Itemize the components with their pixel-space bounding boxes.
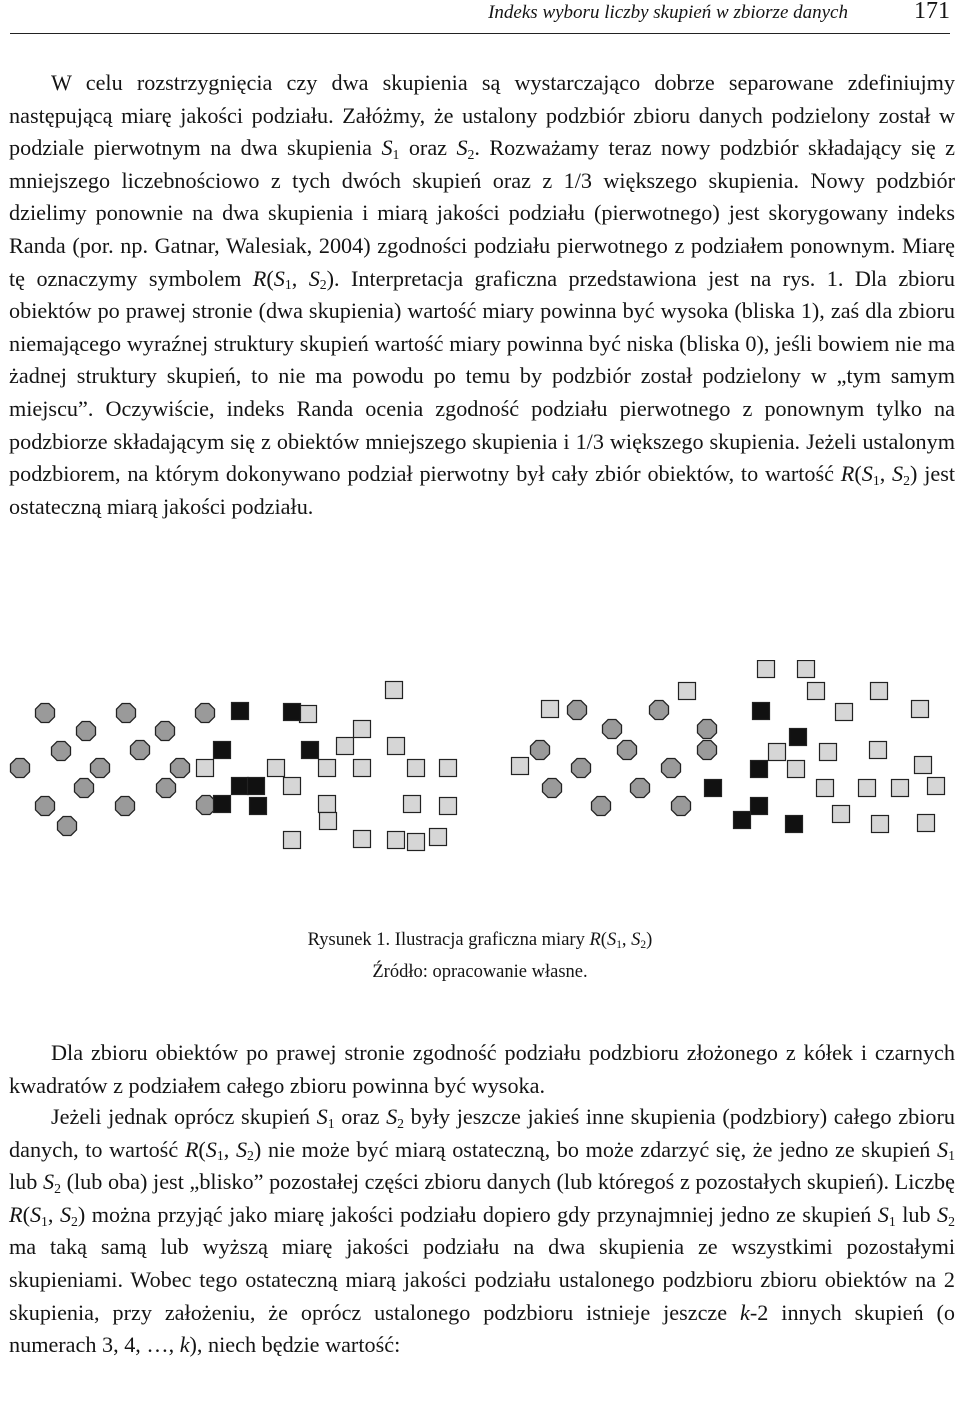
light-square-object <box>354 721 371 738</box>
subscript: 1 <box>41 1213 48 1229</box>
text-run: ( <box>22 1201 30 1227</box>
light-square-object <box>430 829 447 846</box>
light-square-object <box>808 683 825 700</box>
light-square-object <box>542 701 559 718</box>
circle-object <box>662 759 681 778</box>
light-square-object <box>871 683 888 700</box>
light-square-object <box>388 738 405 755</box>
subscript: 2 <box>903 472 911 488</box>
circle-object <box>196 704 215 723</box>
circle-object <box>75 779 94 798</box>
text-run: , <box>223 1136 236 1162</box>
black-square-object <box>248 778 265 795</box>
symbol-r: R <box>840 461 855 487</box>
caption-text: Rysunek 1. Ilustracja graficzna miary <box>307 930 590 950</box>
text-run: , <box>291 265 309 291</box>
light-square-object <box>268 760 285 777</box>
symbol-s: S <box>386 1104 398 1129</box>
circle-object <box>157 779 176 798</box>
circle-object <box>592 797 611 816</box>
subscript: 1 <box>888 1213 896 1229</box>
light-square-object <box>319 760 336 777</box>
symbol-r: R <box>184 1136 199 1162</box>
circle-object <box>572 759 591 778</box>
circle-object <box>568 701 587 720</box>
subscript: 1 <box>392 147 400 163</box>
subscript: 1 <box>948 1148 956 1164</box>
black-square-object <box>705 780 722 797</box>
subscript: 2 <box>319 277 327 293</box>
circle-object <box>36 704 55 723</box>
symbol-k: k <box>179 1332 190 1358</box>
circle-object <box>698 741 717 760</box>
light-square-object <box>440 760 457 777</box>
text-run: ), niech będzie wartość: <box>189 1332 401 1358</box>
subscript: 1 <box>327 1115 335 1131</box>
black-square-object <box>232 703 249 720</box>
subscript: 2 <box>71 1213 78 1229</box>
figure-1 <box>0 660 960 910</box>
circle-object <box>116 797 135 816</box>
text-run: oraz <box>399 135 457 161</box>
symbol-s: S <box>937 1201 949 1227</box>
paragraph-right-set: Dla zbioru obiektów po prawej stronie zgodność podziału podzbioru złożonego z kółek i czarnych kwadratów z podziałem całego zbioru powinna być wysoka. <box>9 1040 955 1098</box>
light-square-object <box>404 796 421 813</box>
light-square-object <box>679 683 696 700</box>
light-square-object <box>758 661 775 678</box>
black-square-object <box>753 703 770 720</box>
black-square-object <box>786 816 803 833</box>
text-run: lub <box>9 1169 43 1195</box>
text-run: oraz <box>334 1104 387 1129</box>
text-run: W celu rozstrzygnięcia czy dwa skupienia są wystarczająco dobrze separowane zdefiniujmy następującą miarę jakości podziału. Załóżmy, że ustalony podzbiór zbioru danych podzielony został w podziale pierwotnym na dwa skupienia <box>9 70 955 161</box>
subscript: 1 <box>872 472 880 488</box>
subscript: 2 <box>948 1213 955 1229</box>
symbol-s: S <box>316 1104 328 1129</box>
symbol-s: S <box>606 930 617 950</box>
light-square-object <box>354 760 371 777</box>
symbol-r: R <box>9 1201 23 1227</box>
text-run: , <box>47 1201 60 1227</box>
light-square-object <box>870 742 887 759</box>
light-square-object <box>388 832 405 849</box>
circle-object <box>672 797 691 816</box>
light-square-object <box>798 661 815 678</box>
light-square-object <box>284 778 301 795</box>
header-rule <box>10 33 950 34</box>
text-run: (lub oba) jest „blisko” pozostałej części zbioru danych (lub któregoś z pozostałych skupień). Liczbę <box>60 1169 955 1195</box>
text-run: ma taką samą lub wyższą miarę jakości podziału na dwa skupienia ze wszystkimi pozostałymi skupieniami. Wobec tego ostateczną miarą jakości podziału ustalonego podzbioru zbioru obiektów na 2 skupienia, przy założeniu, że oprócz ustalonego podzbioru istnieje jeszcze <box>9 1234 955 1325</box>
black-square-object <box>214 742 231 759</box>
light-square-object <box>320 813 337 830</box>
circle-object <box>156 722 175 741</box>
symbol-s: S <box>456 135 468 161</box>
subscript: 1 <box>284 277 292 293</box>
text-run: ( <box>198 1136 206 1162</box>
black-square-object <box>734 812 751 829</box>
page-number: 171 <box>914 0 950 24</box>
black-square-object <box>790 729 807 746</box>
symbol-s: S <box>59 1201 72 1227</box>
light-square-object <box>769 744 786 761</box>
symbol-s: S <box>631 930 641 950</box>
caption-text: , <box>621 930 632 950</box>
circle-object <box>91 759 110 778</box>
symbol-s: S <box>892 461 904 487</box>
symbol-s: S <box>861 461 873 487</box>
text-run: ) nie może być miarą ostateczną, bo może zdarzyć się, że jedno ze skupień <box>253 1136 938 1162</box>
circle-object <box>603 720 622 739</box>
running-title: Indeks wyboru liczby skupień w zbiorze danych <box>488 2 848 23</box>
paragraph-other-clusters <box>9 1101 955 1362</box>
symbol-s: S <box>29 1201 42 1227</box>
circle-object <box>36 797 55 816</box>
circle-object <box>650 701 669 720</box>
text-run: ( <box>854 461 862 487</box>
light-square-object <box>408 834 425 851</box>
cluster-illustration <box>0 660 960 910</box>
light-square-object <box>928 778 945 795</box>
circle-object <box>131 741 150 760</box>
circle-object <box>197 796 216 815</box>
figure-caption <box>0 930 960 951</box>
light-square-object <box>337 738 354 755</box>
circle-object <box>543 779 562 798</box>
black-square-object <box>232 778 249 795</box>
black-square-object <box>284 704 301 721</box>
subscript: 1 <box>216 1148 224 1164</box>
circle-object <box>117 704 136 723</box>
light-square-object <box>872 816 889 833</box>
black-square-object <box>751 761 768 778</box>
symbol-s: S <box>877 1201 889 1227</box>
text-run: , <box>879 461 893 487</box>
subscript: 1 <box>616 939 622 952</box>
light-square-object <box>836 704 853 721</box>
caption-text: ( <box>600 930 607 950</box>
light-square-object <box>300 706 317 723</box>
circle-object <box>618 741 637 760</box>
black-square-object <box>302 742 319 759</box>
circle-object <box>77 722 96 741</box>
circle-object <box>531 741 550 760</box>
light-square-object <box>284 832 301 849</box>
symbol-s: S <box>273 265 285 291</box>
subscript: 2 <box>397 1115 405 1131</box>
light-square-object <box>408 760 425 777</box>
light-square-object <box>820 744 837 761</box>
light-square-object <box>918 815 935 832</box>
light-square-object <box>512 758 529 775</box>
light-square-object <box>354 831 371 848</box>
caption-text: ) <box>646 930 653 950</box>
text-run: . Rozważamy teraz nowy podzbiór składający się z mniejszego liczebnościowo z tych dwóch skupień oraz z 1/3 większego skupienia. Nowy podzbiór dzielimy ponownie na dwa skupienia i miarą jakości podziału (pierwotnego) jest skorygowany indeks Randa (por. np. Gatnar, Walesiak, 2004) zgodności podziału pierwotnego z podziałem ponownym. Miarę tę oznaczymy symbolem <box>9 135 955 291</box>
symbol-s: S <box>43 1169 55 1195</box>
circle-object <box>631 779 650 798</box>
light-square-object <box>817 780 834 797</box>
circle-object <box>698 720 717 739</box>
black-square-object <box>250 798 267 815</box>
text-run: Jeżeli jednak oprócz skupień <box>51 1104 317 1129</box>
light-square-object <box>319 796 336 813</box>
text-run: -2 innych skupień (o numerach 3, 4, …, <box>9 1299 955 1358</box>
circle-object <box>52 742 71 761</box>
light-square-object <box>833 806 850 823</box>
light-square-object <box>386 682 403 699</box>
text-run: ). Interpretacja graficzna przedstawiona jest na rys. 1. Dla zbioru obiektów po prawej stronie (dwa skupienia) wartość miary powinna być wysoka (bliska 1), zaś dla zbioru niemającego wyraźnej struktury skupień wartość miary powinna być niska (bliska 0), jeśli bowiem nie ma żadnej struktury skupień, to nie ma powodu po temu by podzbiór został podzielony w „tym samym miejscu”. Oczywiście, indeks Randa ocenia zgodność podziału pierwotnego z ponownym tylko na podzbiorze składającym się z obiektów mniejszego skupienia i 1/3 większego skupienia. Jeżeli ustalonym podzbiorem, na którym dokonywano podział pierwotny był cały zbiór obiektów, to wartość <box>9 265 955 487</box>
text-run: ( <box>266 265 274 291</box>
text-run: lub <box>895 1201 938 1227</box>
figure-source: Źródło: opracowanie własne. <box>372 962 588 982</box>
light-square-object <box>197 760 214 777</box>
text-run: ) można przyjąć jako miarę jakości podziału dopiero gdy przynajmniej jedno ze skupień <box>77 1201 878 1227</box>
light-square-object <box>915 757 932 774</box>
subscript: 2 <box>247 1148 254 1164</box>
circle-object <box>171 759 190 778</box>
symbol-s: S <box>235 1136 248 1162</box>
text-run: były jeszcze jakieś inne skupienia (podzbiory) całego zbioru danych, to wartość <box>9 1104 955 1162</box>
circle-object <box>11 759 30 778</box>
light-square-object <box>859 780 876 797</box>
symbol-k: k <box>740 1299 750 1325</box>
text-run: ) jest ostateczną miarą jakości podziału. <box>9 461 956 519</box>
light-square-object <box>788 761 805 778</box>
light-square-object <box>440 798 457 815</box>
symbol-s: S <box>308 265 320 291</box>
subscript: 2 <box>54 1181 61 1197</box>
symbol-s: S <box>381 135 393 161</box>
symbol-r: R <box>252 265 267 291</box>
black-square-object <box>751 798 768 815</box>
light-square-object <box>912 701 929 718</box>
subscript: 2 <box>640 939 647 952</box>
light-square-object <box>892 780 909 797</box>
page-header <box>0 0 960 34</box>
symbol-s: S <box>937 1136 949 1162</box>
symbol-r: R <box>589 930 601 950</box>
paragraph-intro <box>9 67 955 523</box>
symbol-s: S <box>205 1136 217 1162</box>
black-square-object <box>214 796 231 813</box>
circle-object <box>58 817 77 836</box>
subscript: 2 <box>467 147 475 163</box>
